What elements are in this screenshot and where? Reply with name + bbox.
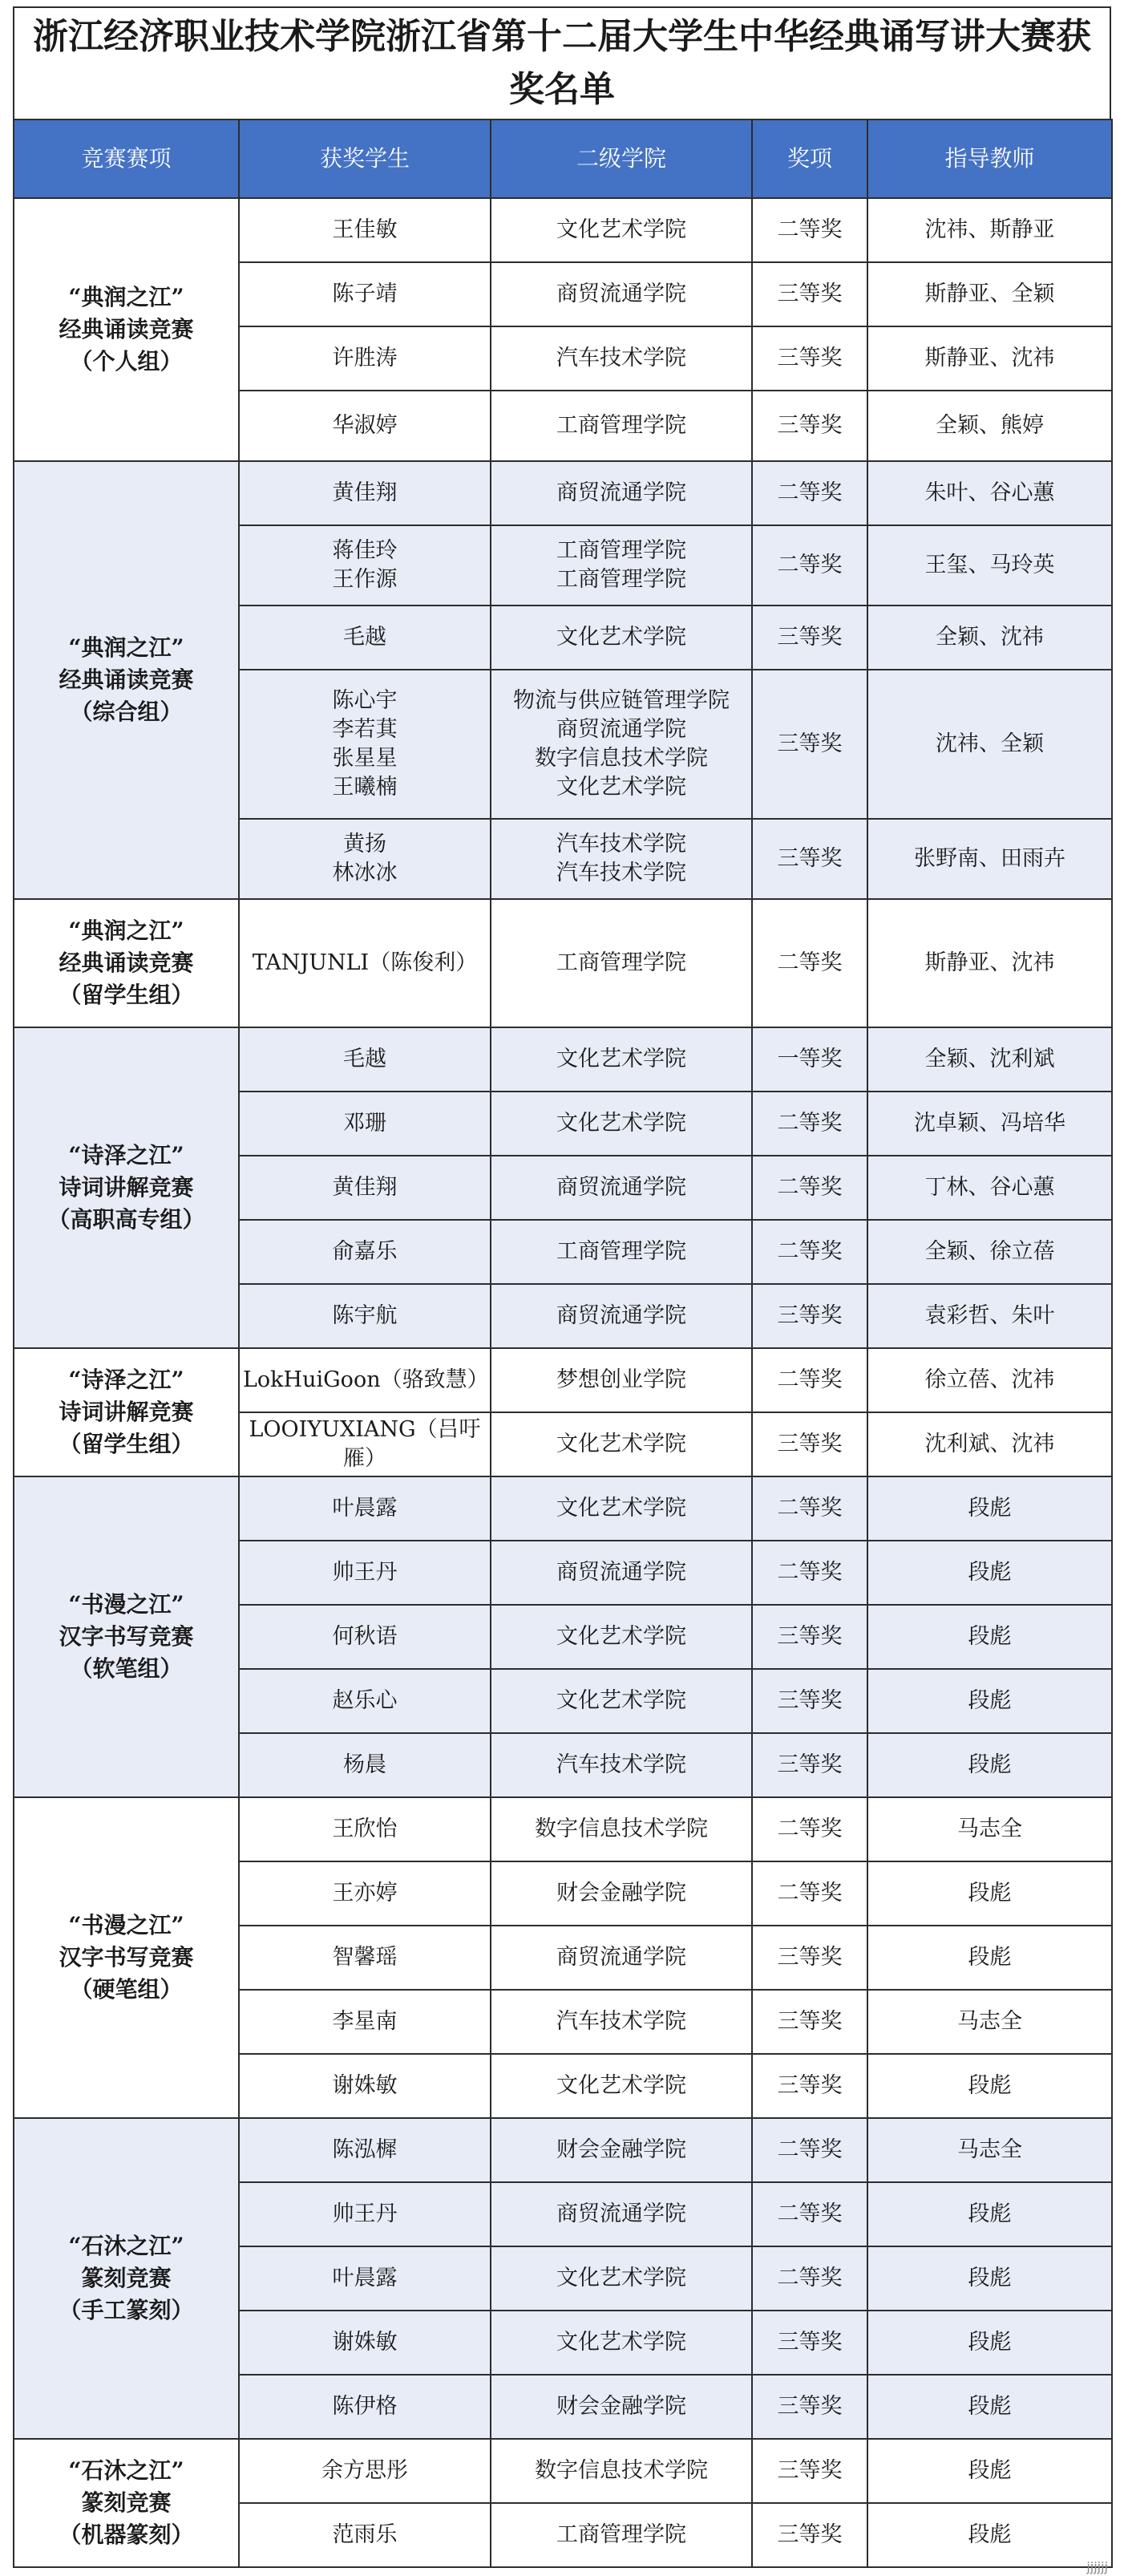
teacher-cell: 徐立蓓、沈祎 <box>867 1348 1112 1412</box>
award-cell: 三等奖 <box>752 262 867 326</box>
competition-cell <box>14 2439 239 2567</box>
award-cell: 二等奖 <box>752 525 867 606</box>
student-name: 李若萁 <box>332 717 398 742</box>
student-name: 谢姝敏 <box>332 2073 398 2098</box>
award-cell: 一等奖 <box>752 1027 867 1092</box>
student-cell <box>239 2375 491 2439</box>
competition-line: 汉字书写竞赛 <box>59 1944 194 1970</box>
teacher-cell: 全颖、沈祎 <box>867 606 1112 670</box>
competition-line: （留学生组） <box>59 1431 194 1457</box>
college-name: 梦想创业学院 <box>556 1367 686 1392</box>
student-name: 王作源 <box>332 567 398 592</box>
college-name: 商贸流通学院 <box>556 717 686 742</box>
student-name: 陈伊格 <box>332 2394 398 2419</box>
college-name: 汽车技术学院 <box>556 861 686 885</box>
student-cell <box>239 1926 491 1990</box>
student-name: 陈泓樨 <box>332 2137 398 2162</box>
teacher-cell: 马志全 <box>867 2118 1112 2182</box>
student-name: 赵乐心 <box>332 1688 398 1713</box>
student-name: 李星南 <box>332 2009 398 2034</box>
teacher-cell: 段彪 <box>867 2439 1112 2503</box>
award-cell: 三等奖 <box>752 2375 867 2439</box>
award-cell: 三等奖 <box>752 1733 867 1797</box>
teacher-cell: 沈祎、全颖 <box>867 670 1112 819</box>
teacher-cell: 斯静亚、沈祎 <box>867 326 1112 391</box>
competition-line: “典润之江” <box>68 634 184 661</box>
table-body <box>14 198 1112 2567</box>
competition-line: （手工篆刻） <box>59 2297 194 2323</box>
teacher-cell: 段彪 <box>867 1541 1112 1605</box>
student-cell <box>239 461 491 525</box>
college-cell <box>491 326 752 391</box>
college-name: 文化艺术学院 <box>556 1047 686 1071</box>
student-name: 蒋佳玲 <box>332 538 398 563</box>
award-cell: 三等奖 <box>752 1990 867 2054</box>
student-name: 叶晨露 <box>332 2266 398 2290</box>
table-row <box>14 1348 1112 1412</box>
award-cell: 二等奖 <box>752 2182 867 2246</box>
college-cell <box>491 1797 752 1861</box>
competition-line: 诗词讲解竞赛 <box>59 1174 194 1201</box>
award-cell: 二等奖 <box>752 1861 867 1926</box>
teacher-cell: 段彪 <box>867 2375 1112 2439</box>
teacher-cell: 丁林、谷心蕙 <box>867 1156 1112 1220</box>
competition-line: （机器篆刻） <box>59 2521 194 2548</box>
college-cell <box>491 2439 752 2503</box>
table-row <box>14 1476 1112 1541</box>
student-cell <box>239 2439 491 2503</box>
student-name: 黄佳翔 <box>332 480 398 505</box>
competition-cell <box>14 461 239 899</box>
award-cell: 二等奖 <box>752 899 867 1027</box>
table-row <box>14 2439 1112 2503</box>
college-name: 文化艺术学院 <box>556 217 686 242</box>
teacher-cell: 段彪 <box>867 1926 1112 1990</box>
student-name: 王佳敏 <box>332 217 398 242</box>
student-cell <box>239 262 491 326</box>
college-name: 文化艺术学院 <box>556 2073 686 2098</box>
student-name: 陈子靖 <box>332 281 398 306</box>
award-cell: 二等奖 <box>752 1797 867 1861</box>
header-award: 奖项 <box>752 119 867 198</box>
page-title: 浙江经济职业技术学院浙江省第十二届大学生中华经典诵写讲大赛获奖名单 <box>13 6 1111 119</box>
college-name: 工商管理学院 <box>556 413 686 438</box>
college-cell <box>491 262 752 326</box>
college-cell <box>491 1220 752 1284</box>
student-cell <box>239 2311 491 2375</box>
award-cell: 三等奖 <box>752 2503 867 2567</box>
college-cell <box>491 1605 752 1669</box>
college-cell <box>491 1476 752 1541</box>
student-name: 王亦婷 <box>332 1881 398 1906</box>
student-name: 黄佳翔 <box>332 1175 398 1200</box>
teacher-cell: 张野南、田雨卉 <box>867 819 1112 899</box>
competition-line: “诗泽之江” <box>68 1142 184 1169</box>
college-cell <box>491 2054 752 2118</box>
header-college: 二级学院 <box>491 119 752 198</box>
college-name: 工商管理学院 <box>556 2522 686 2547</box>
award-cell: 三等奖 <box>752 1669 867 1733</box>
competition-line: 篆刻竞赛 <box>81 2265 172 2291</box>
teacher-cell: 沈祎、斯静亚 <box>867 198 1112 262</box>
award-table <box>13 119 1113 2568</box>
college-name: 工商管理学院 <box>556 950 686 975</box>
header-competition: 竞赛赛项 <box>14 119 239 198</box>
competition-line: “书漫之江” <box>68 1912 184 1938</box>
college-name: 商贸流通学院 <box>556 1945 686 1970</box>
award-cell: 三等奖 <box>752 2054 867 2118</box>
college-cell <box>491 198 752 262</box>
student-cell <box>239 899 491 1027</box>
teacher-cell: 段彪 <box>867 1733 1112 1797</box>
college-name: 汽车技术学院 <box>556 1752 686 1777</box>
college-name: 商贸流通学院 <box>556 1303 686 1328</box>
student-name: 毛越 <box>343 1047 386 1071</box>
student-name: 王曦楠 <box>332 775 398 800</box>
award-cell: 二等奖 <box>752 2246 867 2311</box>
student-name: 许胜涛 <box>332 346 398 371</box>
college-name: 文化艺术学院 <box>556 625 686 650</box>
college-cell <box>491 606 752 670</box>
college-cell <box>491 2311 752 2375</box>
student-name: 谢姝敏 <box>332 2330 398 2355</box>
student-cell <box>239 1476 491 1541</box>
table-row <box>14 1027 1112 1092</box>
table-header-row <box>14 119 1112 198</box>
college-name: 文化艺术学院 <box>556 1688 686 1713</box>
student-name: 余方思彤 <box>321 2458 408 2483</box>
competition-line: （软笔组） <box>70 1655 183 1682</box>
student-name: 叶晨露 <box>332 1496 398 1521</box>
college-name: 商贸流通学院 <box>556 1560 686 1585</box>
competition-cell <box>14 198 239 461</box>
college-name: 汽车技术学院 <box>556 832 686 857</box>
college-name: 物流与供应链管理学院 <box>513 688 730 713</box>
college-name: 文化艺术学院 <box>556 1111 686 1136</box>
award-cell: 二等奖 <box>752 198 867 262</box>
award-cell: 三等奖 <box>752 606 867 670</box>
table-row <box>14 461 1112 525</box>
student-cell <box>239 1733 491 1797</box>
student-cell <box>239 326 491 391</box>
college-cell <box>491 2375 752 2439</box>
teacher-cell: 全颖、徐立蓓 <box>867 1220 1112 1284</box>
student-cell <box>239 2182 491 2246</box>
teacher-cell: 马志全 <box>867 1990 1112 2054</box>
student-name: 杨晨 <box>343 1752 386 1777</box>
college-cell <box>491 2118 752 2182</box>
college-name: 商贸流通学院 <box>556 1175 686 1200</box>
competition-line: （综合组） <box>70 699 183 725</box>
teacher-cell: 段彪 <box>867 1669 1112 1733</box>
competition-line: 诗词讲解竞赛 <box>59 1399 194 1425</box>
student-name: 陈心宇 <box>332 688 398 713</box>
student-cell <box>239 2054 491 2118</box>
teacher-cell: 王玺、马玲英 <box>867 525 1112 606</box>
student-name: TANJUNLI（陈俊利） <box>252 950 478 975</box>
competition-line: “书漫之江” <box>68 1591 184 1618</box>
college-cell <box>491 1926 752 1990</box>
teacher-cell: 斯静亚、沈祎 <box>867 899 1112 1027</box>
competition-line: 经典诵读竞赛 <box>59 316 194 342</box>
college-cell <box>491 525 752 606</box>
college-name: 汽车技术学院 <box>556 346 686 371</box>
competition-cell <box>14 1797 239 2118</box>
college-name: 文化艺术学院 <box>556 2330 686 2355</box>
competition-line: “石沐之江” <box>68 2233 184 2259</box>
college-name: 商贸流通学院 <box>556 2201 686 2226</box>
student-name: 华淑婷 <box>332 413 398 438</box>
college-cell <box>491 1092 752 1156</box>
college-cell <box>491 461 752 525</box>
student-name: 林冰冰 <box>332 861 398 885</box>
teacher-cell: 袁彩哲、朱叶 <box>867 1284 1112 1348</box>
header-student: 获奖学生 <box>239 119 491 198</box>
college-name: 商贸流通学院 <box>556 281 686 306</box>
award-cell: 三等奖 <box>752 2439 867 2503</box>
award-cell: 三等奖 <box>752 670 867 819</box>
competition-line: 经典诵读竞赛 <box>59 950 194 976</box>
college-cell <box>491 670 752 819</box>
student-cell <box>239 1669 491 1733</box>
student-cell <box>239 1220 491 1284</box>
college-name: 文化艺术学院 <box>556 775 686 800</box>
student-name: 张星星 <box>332 746 398 771</box>
competition-line: “典润之江” <box>68 917 184 944</box>
award-cell: 三等奖 <box>752 1284 867 1348</box>
student-name: 黄扬 <box>343 832 386 857</box>
student-name: 范雨乐 <box>332 2522 398 2547</box>
competition-cell <box>14 1476 239 1797</box>
student-name: 帅王丹 <box>332 2201 398 2226</box>
college-cell <box>491 1861 752 1926</box>
teacher-cell: 段彪 <box>867 2311 1112 2375</box>
student-name: 俞嘉乐 <box>332 1239 398 1264</box>
college-cell <box>491 1284 752 1348</box>
student-cell <box>239 198 491 262</box>
watermark: jjjjjj <box>1086 2559 1108 2574</box>
college-name: 文化艺术学院 <box>556 1496 686 1521</box>
college-cell <box>491 1541 752 1605</box>
student-name: LokHuiGoon（骆致慧） <box>243 1367 489 1392</box>
college-name: 文化艺术学院 <box>556 1624 686 1649</box>
student-name: 邓珊 <box>343 1111 386 1136</box>
competition-cell <box>14 1348 239 1476</box>
college-cell <box>491 2503 752 2567</box>
teacher-cell: 沈卓颖、冯培华 <box>867 1092 1112 1156</box>
teacher-cell: 段彪 <box>867 2246 1112 2311</box>
competition-line: “石沐之江” <box>68 2457 184 2484</box>
student-cell <box>239 1861 491 1926</box>
table-row <box>14 198 1112 262</box>
award-cell: 三等奖 <box>752 391 867 461</box>
table-row <box>14 1797 1112 1861</box>
college-cell <box>491 1027 752 1092</box>
teacher-cell: 段彪 <box>867 2503 1112 2567</box>
award-cell: 二等奖 <box>752 1476 867 1541</box>
teacher-cell: 段彪 <box>867 2182 1112 2246</box>
college-cell <box>491 899 752 1027</box>
college-cell <box>491 1156 752 1220</box>
competition-cell <box>14 899 239 1027</box>
student-cell <box>239 819 491 899</box>
college-name: 文化艺术学院 <box>556 2266 686 2290</box>
award-cell: 二等奖 <box>752 461 867 525</box>
student-cell <box>239 670 491 819</box>
student-name: 陈宇航 <box>332 1303 398 1328</box>
student-cell <box>239 1605 491 1669</box>
header-teacher: 指导教师 <box>867 119 1112 198</box>
college-name: 工商管理学院 <box>556 1239 686 1264</box>
teacher-cell: 斯静亚、全颖 <box>867 262 1112 326</box>
student-name: 毛越 <box>343 625 386 650</box>
college-cell <box>491 1412 752 1476</box>
student-cell <box>239 1797 491 1861</box>
college-name: 数字信息技术学院 <box>535 1817 708 1841</box>
college-name: 数字信息技术学院 <box>535 746 708 771</box>
competition-line: （硬笔组） <box>70 1976 183 2003</box>
college-name: 财会金融学院 <box>556 2394 686 2419</box>
college-cell <box>491 2182 752 2246</box>
award-cell: 三等奖 <box>752 2311 867 2375</box>
teacher-cell: 全颖、熊婷 <box>867 391 1112 461</box>
teacher-cell: 全颖、沈利斌 <box>867 1027 1112 1092</box>
college-name: 工商管理学院 <box>556 538 686 563</box>
college-cell <box>491 819 752 899</box>
competition-cell <box>14 2118 239 2439</box>
award-cell: 二等奖 <box>752 1092 867 1156</box>
student-cell <box>239 1990 491 2054</box>
student-cell <box>239 2503 491 2567</box>
table-row <box>14 2118 1112 2182</box>
college-cell <box>491 1733 752 1797</box>
student-cell <box>239 1412 491 1476</box>
student-cell <box>239 2118 491 2182</box>
student-name: 帅王丹 <box>332 1560 398 1585</box>
student-name: 王欣怡 <box>332 1817 398 1841</box>
college-name: 工商管理学院 <box>556 567 686 592</box>
college-name: 文化艺术学院 <box>556 1432 686 1456</box>
college-cell <box>491 391 752 461</box>
award-cell: 三等奖 <box>752 326 867 391</box>
college-name: 汽车技术学院 <box>556 2009 686 2034</box>
student-name: LOOIYUXIANG（吕吁雁） <box>249 1417 481 1471</box>
student-cell <box>239 1541 491 1605</box>
teacher-cell: 沈利斌、沈祎 <box>867 1412 1112 1476</box>
table-row <box>14 899 1112 1027</box>
award-cell: 三等奖 <box>752 1605 867 1669</box>
award-cell: 二等奖 <box>752 1220 867 1284</box>
award-cell: 二等奖 <box>752 2118 867 2182</box>
college-name: 数字信息技术学院 <box>535 2458 708 2483</box>
competition-line: “诗泽之江” <box>68 1367 184 1393</box>
award-cell: 三等奖 <box>752 1412 867 1476</box>
competition-line: 汉字书写竞赛 <box>59 1623 194 1650</box>
award-cell: 二等奖 <box>752 1156 867 1220</box>
student-cell <box>239 1027 491 1092</box>
student-cell <box>239 1092 491 1156</box>
student-cell <box>239 1348 491 1412</box>
student-cell <box>239 525 491 606</box>
competition-line: “典润之江” <box>68 284 184 310</box>
teacher-cell: 段彪 <box>867 1605 1112 1669</box>
competition-line: （高职高专组） <box>47 1206 205 1233</box>
award-cell: 二等奖 <box>752 1541 867 1605</box>
competition-cell <box>14 1027 239 1348</box>
competition-line: （留学生组） <box>59 982 194 1008</box>
college-cell <box>491 1669 752 1733</box>
student-name: 智馨瑶 <box>332 1945 398 1970</box>
award-cell: 二等奖 <box>752 1348 867 1412</box>
college-cell <box>491 2246 752 2311</box>
student-cell <box>239 1284 491 1348</box>
teacher-cell: 段彪 <box>867 1861 1112 1926</box>
student-cell <box>239 1156 491 1220</box>
teacher-cell: 段彪 <box>867 1476 1112 1541</box>
college-name: 财会金融学院 <box>556 1881 686 1906</box>
competition-line: 经典诵读竞赛 <box>59 666 194 693</box>
college-cell <box>491 1990 752 2054</box>
teacher-cell: 朱叶、谷心蕙 <box>867 461 1112 525</box>
award-cell: 三等奖 <box>752 819 867 899</box>
teacher-cell: 段彪 <box>867 2054 1112 2118</box>
student-name: 何秋语 <box>332 1624 398 1649</box>
teacher-cell: 马志全 <box>867 1797 1112 1861</box>
student-cell <box>239 606 491 670</box>
student-cell <box>239 391 491 461</box>
competition-line: 篆刻竞赛 <box>81 2489 172 2516</box>
competition-line: （个人组） <box>70 348 183 375</box>
student-cell <box>239 2246 491 2311</box>
college-name: 财会金融学院 <box>556 2137 686 2162</box>
college-name: 商贸流通学院 <box>556 480 686 505</box>
college-cell <box>491 1348 752 1412</box>
award-cell: 三等奖 <box>752 1926 867 1990</box>
